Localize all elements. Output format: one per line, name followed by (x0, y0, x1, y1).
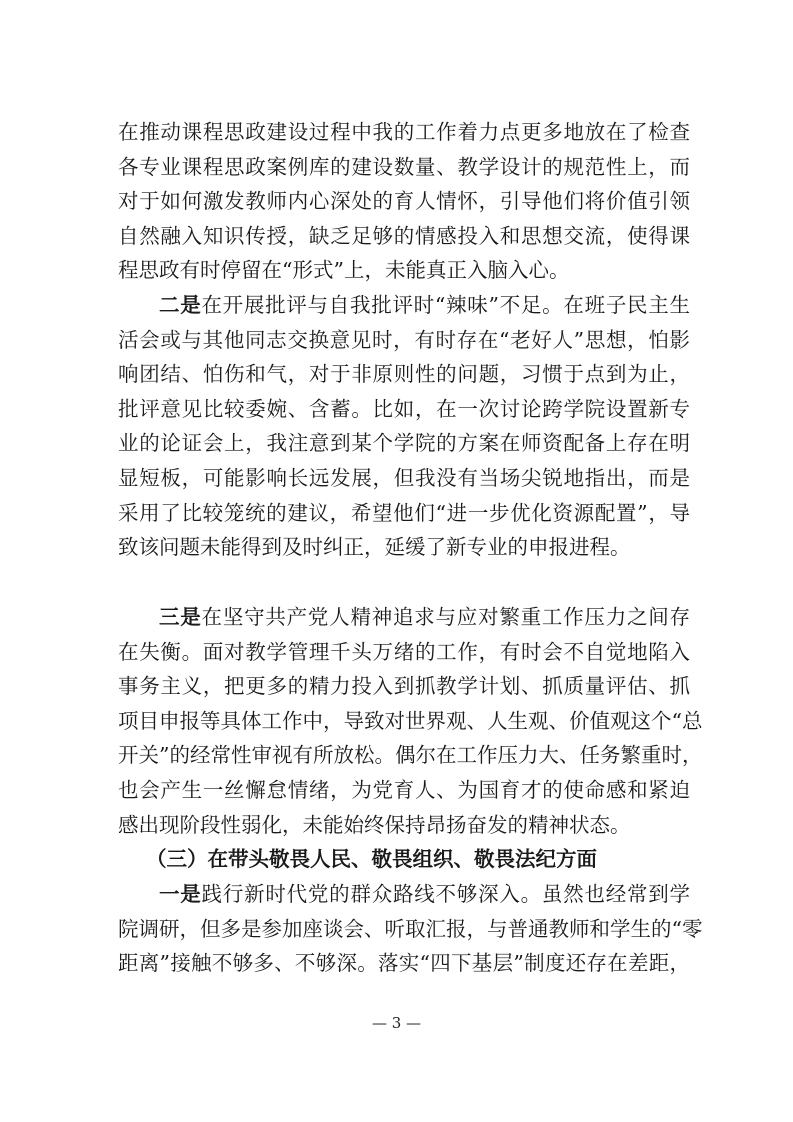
paragraph-4-line: 距离”接触不够多、不够深。落实“四下基层”制度还存在差距， (118, 951, 690, 976)
paragraph-4-first-line (118, 877, 690, 912)
paragraph-4-lead: 一是 (159, 882, 202, 906)
paragraph-2-lead: 二是 (159, 293, 202, 317)
paragraph-1-line: 程思政有时停留在“形式”上，未能真正入脑入心。 (118, 258, 570, 283)
paragraph-1-line: 各专业课程思政案例库的建设数量、教学设计的规范性上，而 (118, 154, 690, 179)
paragraph-1 (118, 115, 690, 288)
paragraph-2-line: 业的论证会上，我注意到某个学院的方案在师资配备上存在明 (118, 431, 690, 456)
paragraph-3-line: 在失衡。面对教学管理千头万绪的工作，有时会不自觉地陷入 (118, 639, 690, 664)
paragraph-3-line: 开关”的经常性审视有所放松。偶尔在工作压力大、任务繁重时， (118, 743, 703, 768)
section-heading: （三）在带头敬畏人民、敬畏组织、敬畏法纪方面 (146, 847, 597, 871)
paragraph-1-line: 在推动课程思政建设过程中我的工作着力点更多地放在了检查 (118, 120, 690, 144)
paragraph-3-first-line-text: 在坚守共产党人精神追求与应对繁重工作压力之间存 (201, 605, 691, 629)
paragraph-1-line: 对于如何激发教师内心深处的育人情怀，引导他们将价值引领 (118, 189, 690, 214)
paragraph-3-line: 感出现阶段性弱化，未能始终保持昂扬奋发的精神状态。 (118, 812, 631, 837)
paragraph-1-line: 自然融入知识传授，缺乏足够的情感投入和思想交流，使得课 (118, 223, 690, 248)
paragraph-2-line: 致该问题未能得到及时纠正，延缓了新专业的申报进程。 (118, 535, 631, 560)
paragraph-4-line: 院调研，但多是参加座谈会、听取汇报，与普通教师和学生的“零 (118, 916, 703, 941)
paragraph-3-lead: 三是 (159, 605, 202, 629)
paragraph-3 (118, 600, 703, 842)
paragraph-3-line: 也会产生一丝懈怠情绪，为党育人、为国育才的使命感和紧迫 (118, 777, 690, 802)
section-heading-block (118, 842, 690, 877)
paragraph-2-first-line (118, 288, 690, 323)
paragraph-2-line: 批评意见比较委婉、含蓄。比如，在一次讨论跨学院设置新专 (118, 396, 690, 421)
paragraph-3-line: 事务主义，把更多的精力投入到抓教学计划、抓质量评估、抓 (118, 674, 690, 699)
paragraph-2-line: 显短板，可能影响长远发展，但我没有当场尖锐地指出，而是 (118, 465, 690, 490)
paragraph-2-line: 活会或与其他同志交换意见时，有时存在“老好人”思想，怕影 (118, 327, 690, 352)
paragraph-2-first-line-text: 在开展批评与自我批评时“辣味”不足。在班子民主生 (201, 293, 691, 317)
paragraph-2-line: 响团结、怕伤和气，对于非原则性的问题，习惯于点到为止， (118, 362, 690, 387)
paragraph-3-first-line (118, 600, 690, 635)
paragraph-2-line: 采用了比较笼统的建议，希望他们“进一步优化资源配置”，导 (118, 500, 690, 525)
paragraph-4-first-line-text: 践行新时代党的群众路线不够深入。虽然也经常到学 (201, 882, 691, 906)
paragraph-4 (118, 877, 703, 981)
page-number: — 3 — (371, 1014, 422, 1032)
paragraph-3-line: 项目申报等具体工作中，导致对世界观、人生观、价值观这个“总 (118, 708, 703, 733)
paragraph-2 (118, 288, 690, 565)
